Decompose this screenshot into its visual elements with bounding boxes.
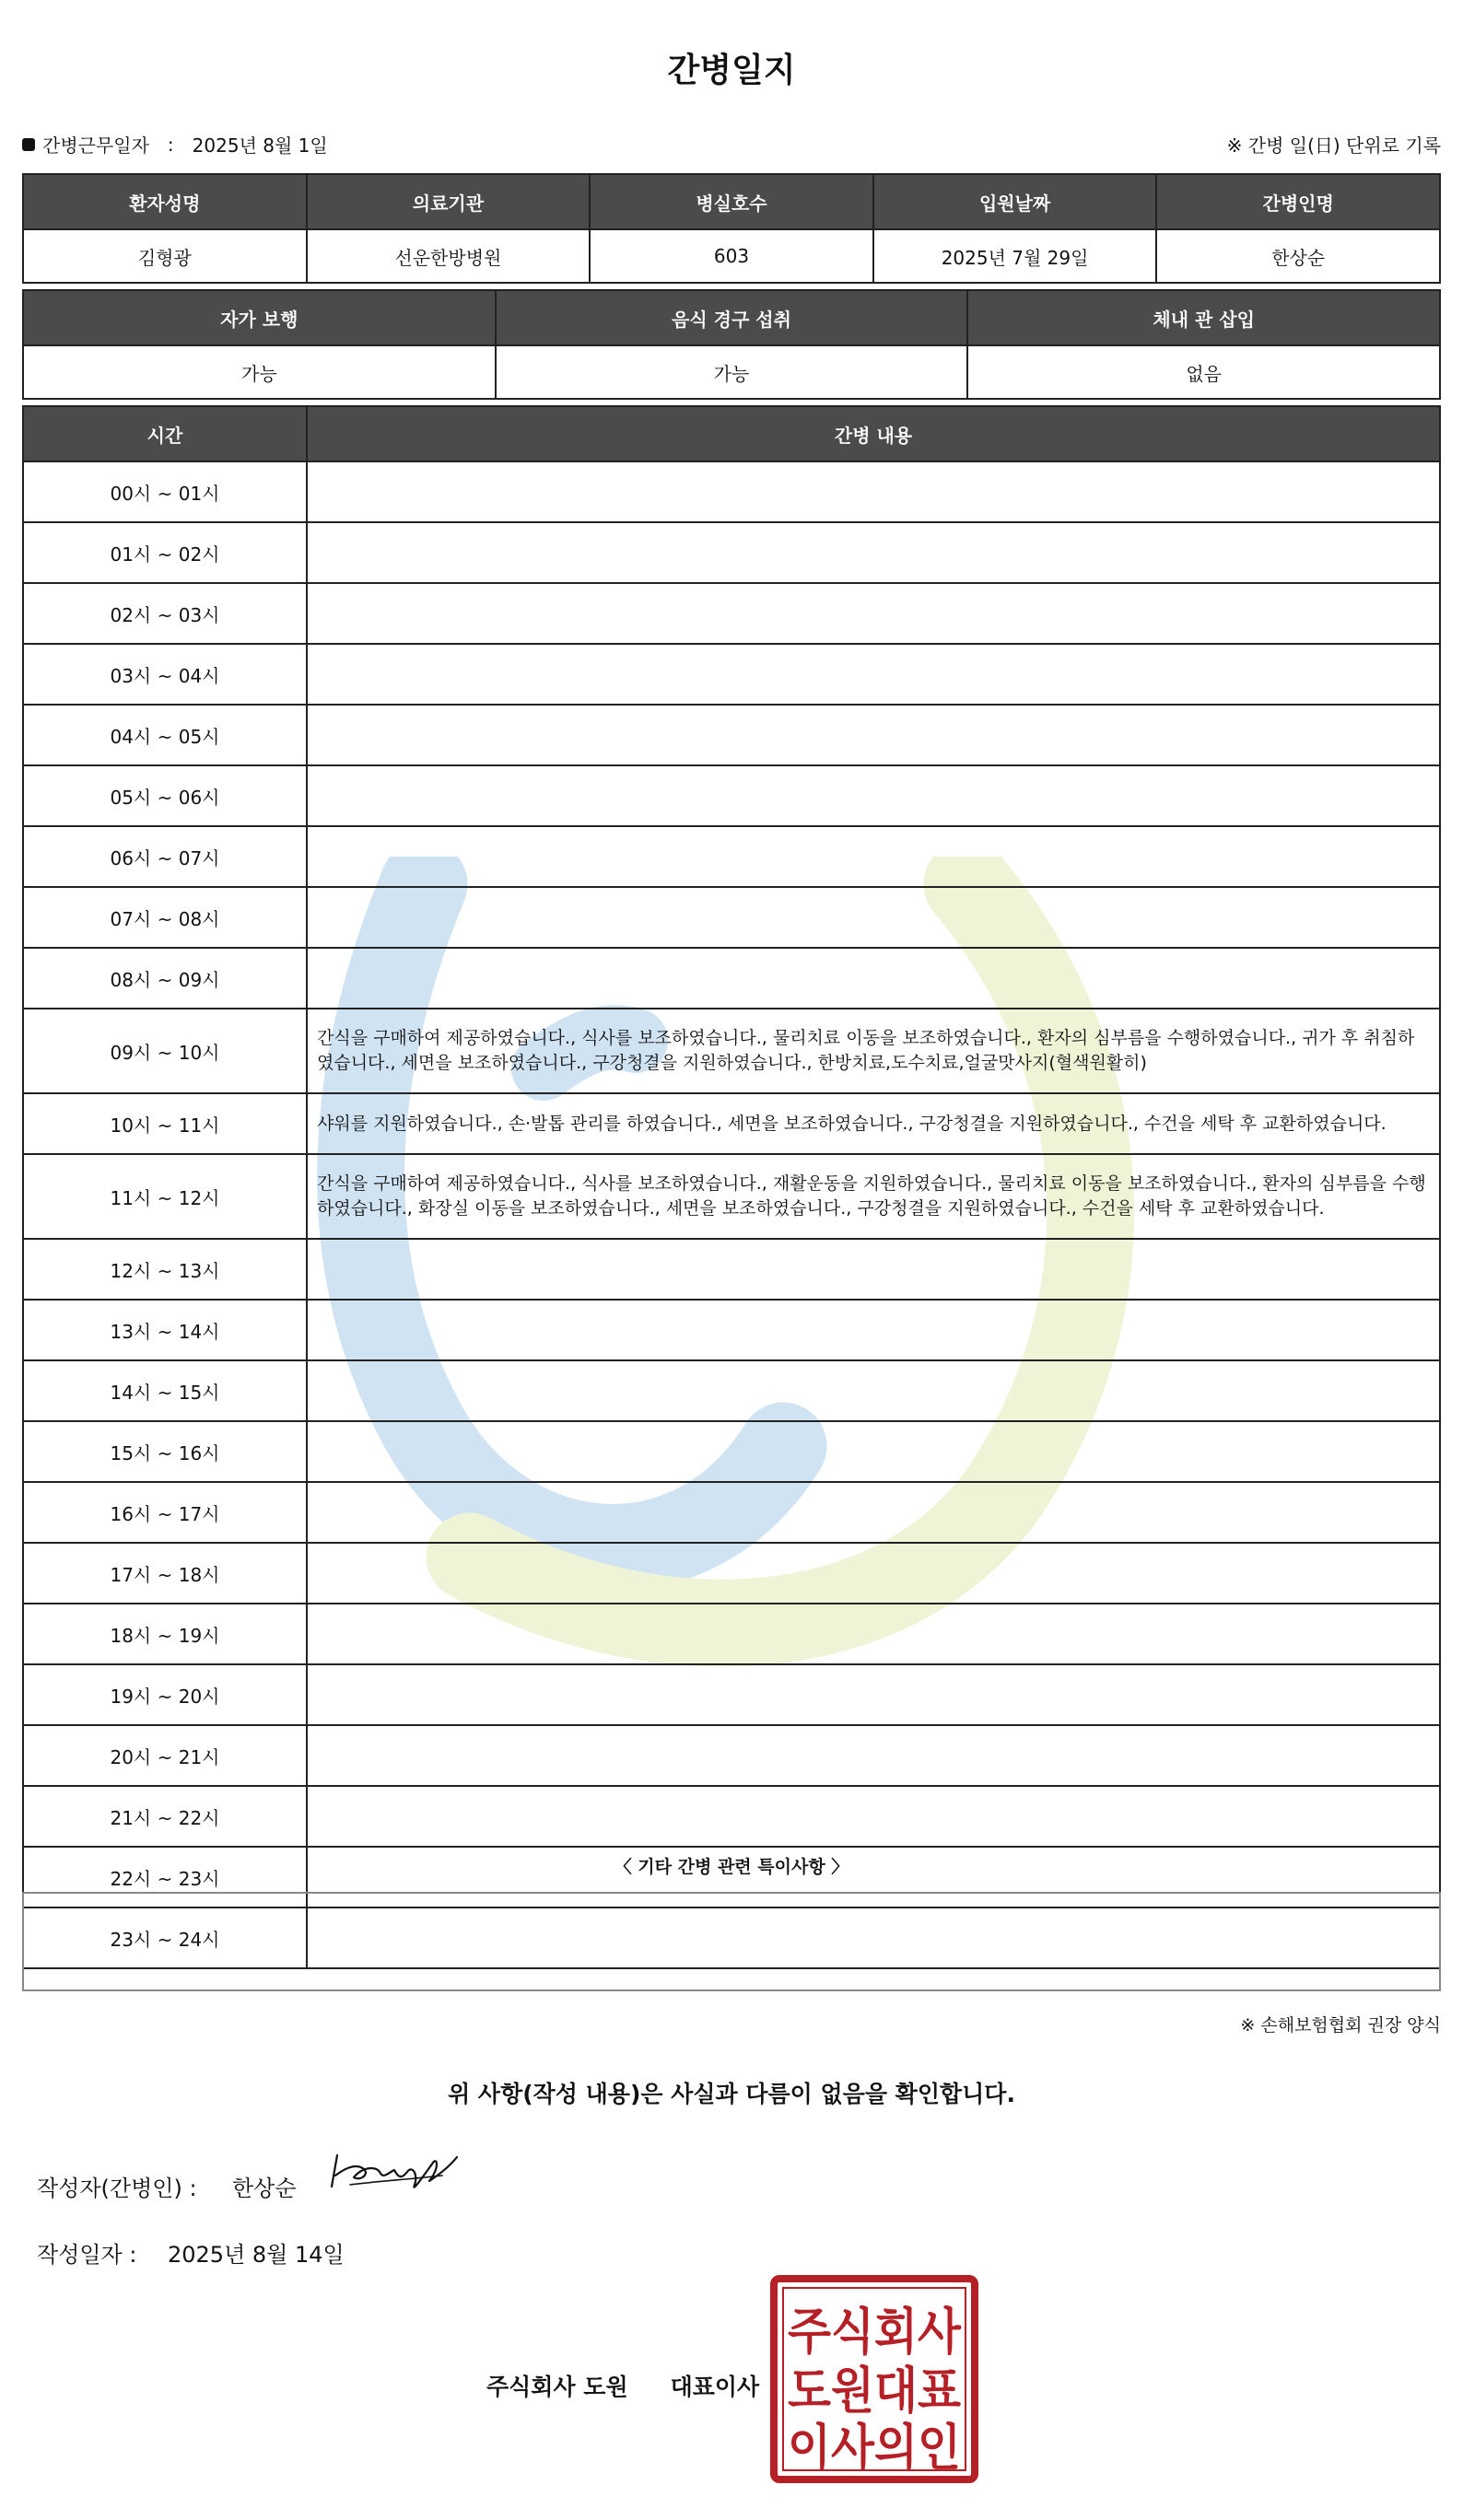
table-row: [23, 461, 1440, 522]
time-slot: 00시 ~ 01시: [23, 461, 307, 522]
header-care-content: 간병 내용: [307, 406, 1440, 461]
page-title: 간병일지: [667, 52, 796, 89]
bullet-square-icon: [22, 138, 35, 151]
company-representative: 대표이사: [670, 2374, 760, 2400]
patient-status-table: [22, 289, 1441, 400]
time-slot: 15시 ~ 16시: [23, 1421, 307, 1482]
care-note: 샤워를 지원하였습니다., 손·발톱 관리를 하였습니다., 세면을 보조하였습니다., 구강청결을 지원하였습니다., 수건을 세탁 후 교환하였습니다.: [307, 1093, 1440, 1154]
seal-line-3: 이사의인: [788, 2419, 961, 2477]
time-slot: 13시 ~ 14시: [23, 1300, 307, 1360]
work-date: [22, 131, 328, 158]
admission-date: 2025년 7월 29일: [873, 229, 1157, 283]
remarks-title: 〈 기타 간병 관련 특이사항 〉: [614, 1857, 849, 1877]
time-slot: 01시 ~ 02시: [23, 522, 307, 583]
table-row: [23, 705, 1440, 765]
care-note: [307, 705, 1440, 765]
writer-label: 작성자(간병인) :: [37, 2176, 197, 2201]
hourly-care-log-table: [22, 405, 1441, 1969]
table-row: [23, 826, 1440, 887]
time-slot: 20시 ~ 21시: [23, 1725, 307, 1786]
care-note: [307, 522, 1440, 583]
time-slot: 03시 ~ 04시: [23, 644, 307, 705]
time-slot: 08시 ~ 09시: [23, 948, 307, 1009]
work-date-colon: :: [167, 133, 174, 156]
unit-note: ※ 간병 일(日) 단위로 기록: [1226, 134, 1441, 157]
table-row: [23, 583, 1440, 644]
header-admission-date: 입원날짜: [873, 174, 1157, 229]
time-slot: 11시 ~ 12시: [23, 1154, 307, 1239]
table-row: [23, 1009, 1440, 1093]
table-row: [23, 1543, 1440, 1604]
header-caregiver: 간병인명: [1156, 174, 1440, 229]
table-row: [23, 1154, 1440, 1239]
time-slot: 02시 ~ 03시: [23, 583, 307, 644]
time-slot: 04시 ~ 05시: [23, 705, 307, 765]
seal-line-1: 주식회사: [788, 2303, 962, 2361]
table-row: [23, 644, 1440, 705]
time-slot: 19시 ~ 20시: [23, 1664, 307, 1725]
table-row: [23, 948, 1440, 1009]
caregiver-name: 한상순: [1156, 229, 1440, 283]
oral-intake-value: 가능: [496, 345, 968, 399]
care-note: [307, 1482, 1440, 1543]
header-self-walking: 자가 보행: [23, 290, 496, 345]
hospital-name: 선운한방병원: [307, 229, 591, 283]
confirmation-statement: 위 사항(작성 내용)은 사실과 다름이 없음을 확인합니다.: [448, 2081, 1015, 2107]
header-room: 병실호수: [590, 174, 873, 229]
work-date-value: 2025년 8월 1일: [192, 134, 328, 157]
care-note: 간식을 구매하여 제공하였습니다., 식사를 보조하였습니다., 물리치료 이동을 보조하였습니다., 환자의 심부름을 수행하였습니다., 귀가 후 취침하였습니다., 세면을 보조하였습니다., 구강청결을 지원하였습니다., 한방치료,도수치료,얼굴맛사지(혈색원활히): [307, 1009, 1440, 1093]
care-note: [307, 644, 1440, 705]
writer-line: [37, 2170, 297, 2202]
table-row: [23, 1300, 1440, 1360]
care-note: [307, 461, 1440, 522]
header-hospital: 의료기관: [307, 174, 591, 229]
company-name: 주식회사 도원: [486, 2374, 628, 2400]
care-note: 간식을 구매하여 제공하였습니다., 식사를 보조하였습니다., 재활운동을 지원하였습니다., 물리치료 이동을 보조하였습니다., 환자의 심부름을 수행하였습니다., 화장실 이동을 보조하였습니다., 세면을 보조하였습니다., 구강청결을 지원하였습니다., 수건을 세탁 후 교환하였습니다.: [307, 1154, 1440, 1239]
care-note: [307, 1786, 1440, 1847]
company-seal-icon: [770, 2275, 978, 2483]
writer-name: 한상순: [232, 2176, 297, 2201]
table-row: [23, 522, 1440, 583]
header-tube-insertion: 체내 관 삽입: [967, 290, 1440, 345]
form-footnote: ※ 손해보험협회 권장 양식: [1240, 2015, 1441, 2036]
table-row: [23, 1664, 1440, 1725]
care-note: [307, 1300, 1440, 1360]
signature-icon: [322, 2139, 461, 2205]
care-note: [307, 1421, 1440, 1482]
table-row: [23, 1239, 1440, 1300]
time-slot: 10시 ~ 11시: [23, 1093, 307, 1154]
time-slot: 23시 ~ 24시: [23, 1908, 307, 1968]
room-number: 603: [590, 229, 873, 283]
table-row: [23, 1360, 1440, 1421]
care-note: [307, 1604, 1440, 1664]
time-slot: 09시 ~ 10시: [23, 1009, 307, 1093]
header-time: 시간: [23, 406, 307, 461]
care-note: [307, 1360, 1440, 1421]
seal-line-2: 도원대표: [788, 2362, 961, 2420]
tube-insertion-value: 없음: [967, 345, 1440, 399]
time-slot: 14시 ~ 15시: [23, 1360, 307, 1421]
table-row: [23, 1725, 1440, 1786]
time-slot: 17시 ~ 18시: [23, 1543, 307, 1604]
table-row: [23, 765, 1440, 826]
self-walking-value: 가능: [23, 345, 496, 399]
time-slot: 05시 ~ 06시: [23, 765, 307, 826]
care-note: [307, 765, 1440, 826]
written-date-value: 2025년 8월 14일: [168, 2242, 345, 2268]
care-note: [307, 887, 1440, 948]
time-slot: 21시 ~ 22시: [23, 1786, 307, 1847]
time-slot: 07시 ~ 08시: [23, 887, 307, 948]
care-note: [307, 948, 1440, 1009]
time-slot: 16시 ~ 17시: [23, 1482, 307, 1543]
care-note: [307, 1664, 1440, 1725]
header-patient-name: 환자성명: [23, 174, 307, 229]
table-row: [23, 1093, 1440, 1154]
time-slot: 22시 ~ 23시: [23, 1847, 307, 1908]
care-note: [307, 1725, 1440, 1786]
written-date-line: [37, 2236, 345, 2269]
written-date-label: 작성일자 :: [37, 2242, 137, 2268]
header-oral-intake: 음식 경구 섭취: [496, 290, 968, 345]
time-slot: 18시 ~ 19시: [23, 1604, 307, 1664]
table-row: [23, 887, 1440, 948]
company-line: [486, 2369, 759, 2402]
table-row: [23, 1482, 1440, 1543]
care-note: [307, 1239, 1440, 1300]
time-slot: 06시 ~ 07시: [23, 826, 307, 887]
table-row: [23, 1604, 1440, 1664]
remarks-box: [22, 1892, 1441, 1991]
care-note: [307, 826, 1440, 887]
time-slot: 12시 ~ 13시: [23, 1239, 307, 1300]
care-note: [307, 583, 1440, 644]
care-note: [307, 1543, 1440, 1604]
table-row: [23, 1786, 1440, 1847]
work-date-label: 간병근무일자: [42, 134, 149, 157]
table-row: [23, 1421, 1440, 1482]
patient-name: 김형광: [23, 229, 307, 283]
patient-info-table: [22, 173, 1441, 284]
